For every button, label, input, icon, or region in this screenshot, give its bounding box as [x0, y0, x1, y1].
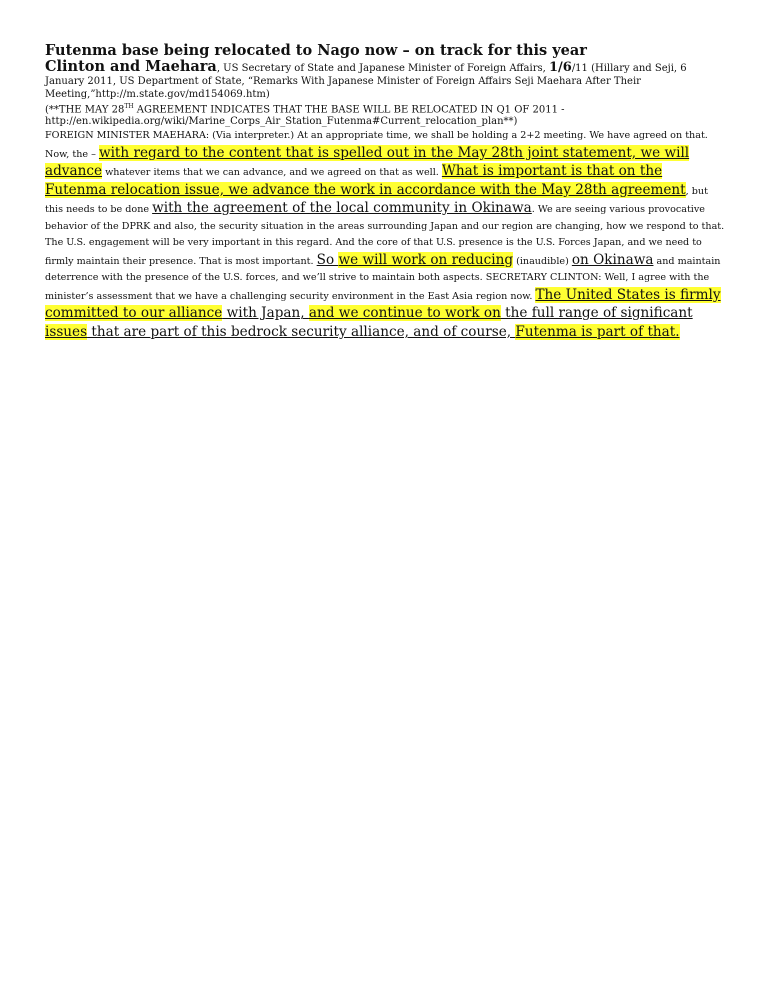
body-text: and maintain deterrence with the presence of the U.S. forces, and we’ll strive to maintain both aspects. SECRETARY CLINTON: Well, I agree with the minister’s assessment that we have a challenging security environment in the East Asia region now. [45, 255, 721, 302]
cite-detail: /11 (Hillary and Seji, 6 January 2011, US Department of State, “Remarks With Japanese Minister of Foreign Affairs Seji Maehara After Their Meeting,”http://m.state.gov/md154069.htm) [45, 63, 687, 100]
note-text-b: AGREEMENT INDICATES THAT THE BASE WILL BE RELOCATED IN Q1 OF 2011 - http://en.wikipedia.org/wiki/Marine_Corps_Air_Station_Futenma#Current_relocation_plan**) [45, 104, 565, 128]
underlined-text: So [316, 251, 339, 268]
highlighted-text: with regard to the content that is spelled out in the May 28th joint statement, we will advance [45, 144, 690, 180]
underlined-text: on Okinawa [571, 251, 654, 268]
body-text: . We are seeing various provocative behavior of the DPRK and also, the security situation in the areas surrounding Japan and our region are changing, how we respond to that. The U.S. engagement will be very important in this regard. And the core of that U.S. presence is the U.S. Forces Japan, and we need to firmly maintain their presence. That is most important. [45, 204, 725, 267]
body-text: (inaudible) [513, 255, 572, 267]
card-note [45, 101, 725, 128]
note-text-a: (**THE MAY 28 [45, 104, 125, 116]
card-citation [45, 60, 725, 101]
underlined-text: that are part of this bedrock security alliance, and of course, [87, 323, 516, 340]
highlighted-text: we will work on reducing [338, 251, 514, 268]
note-superscript: TH [124, 103, 134, 110]
underlined-text: with the agreement of the local community in Okinawa [152, 200, 532, 217]
highlighted-text: and we continue to work on [308, 305, 501, 322]
highlighted-text: The United States is firmly committed to our alliance [45, 286, 721, 322]
body-text: , but this needs to be done [45, 185, 708, 216]
cite-date: 1/6 [548, 60, 572, 75]
highlighted-text: Futenma is part of that. [515, 323, 680, 340]
underlined-text: the full range of significant [500, 305, 693, 322]
highlighted-text: What is important is that on the Futenma relocation issue, we advance the work in accordance with the May 28th agreement [45, 163, 686, 198]
cite-authors: Clinton and Maehara [45, 58, 217, 75]
underlined-text: with Japan, [222, 305, 309, 322]
body-text: whatever items that we can advance, and we agreed on that as well. [102, 167, 442, 179]
card-body [45, 128, 725, 342]
document-content [45, 42, 725, 342]
body-text: FOREIGN MINISTER MAEHARA: (Via interpreter.) At an appropriate time, we shall be holding a 2+2 meeting. We have agreed on that. Now, the – [45, 130, 708, 160]
cite-credentials: , US Secretary of State and Japanese Minister of Foreign Affairs, [216, 63, 549, 74]
card-tag: Futenma base being relocated to Nago now – on track for this year [45, 42, 587, 59]
highlighted-text: issues [45, 323, 88, 340]
